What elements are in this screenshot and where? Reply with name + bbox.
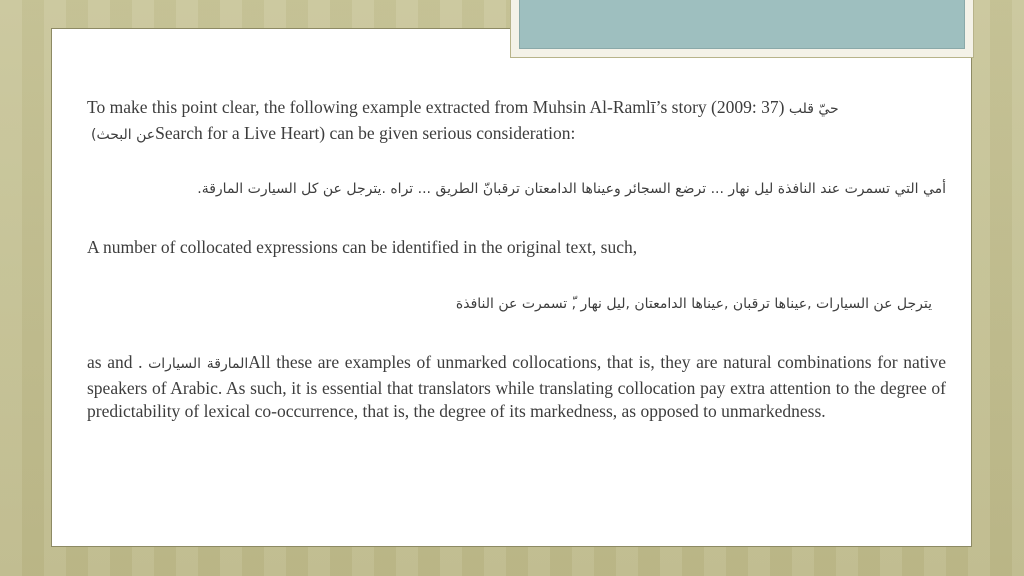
collocations-sentence: A number of collocated expressions can be identified in the original text, such, — [87, 237, 638, 257]
title-placeholder-box — [519, 0, 965, 49]
para-arabic: المارقة السيارات — [148, 356, 249, 372]
arabic-collocation-list: يترجل عن السيارات ,عيناها ترقبان ,عيناها الدامعتان ,ليل نهار ,ّ تسمرت عن النافذة — [455, 296, 932, 312]
explanation-paragraph — [87, 351, 946, 424]
intro-line2-arabic: (عن البحث — [91, 126, 156, 143]
intro-line2 — [87, 122, 946, 148]
para-start: as and . — [87, 352, 149, 372]
intro-paragraph — [87, 96, 946, 147]
slide-content — [87, 96, 946, 421]
arabic-quote: أمي التي تسمرت عند النافذة ليل نهار ... ترضع السجائر وعيناها الدامعتان ترقبانّ الطريق ... تراه .يترجل عن كل السيارت المارقة. — [197, 181, 946, 197]
para-rest: All these are examples of unmarked collocations, that is, they are natural combinations for native speakers of Arabic. As such, it is essential that translators while translating collocation pay extra attention to the degree of predictability of lexical co-occurrence, that is, the degree of its markedness, as opposed to unmarkedness. — [87, 352, 946, 421]
intro-line2-text: Search for a Live Heart) can be given serious consideration: — [155, 122, 576, 143]
intro-arabic-title: حيّ قلب — [788, 101, 839, 117]
title-placeholder-frame — [510, 0, 974, 58]
intro-line1-text: To make this point clear, the following example extracted from Muhsin Al-Ramlī’s story (2009: 37) — [87, 97, 789, 117]
